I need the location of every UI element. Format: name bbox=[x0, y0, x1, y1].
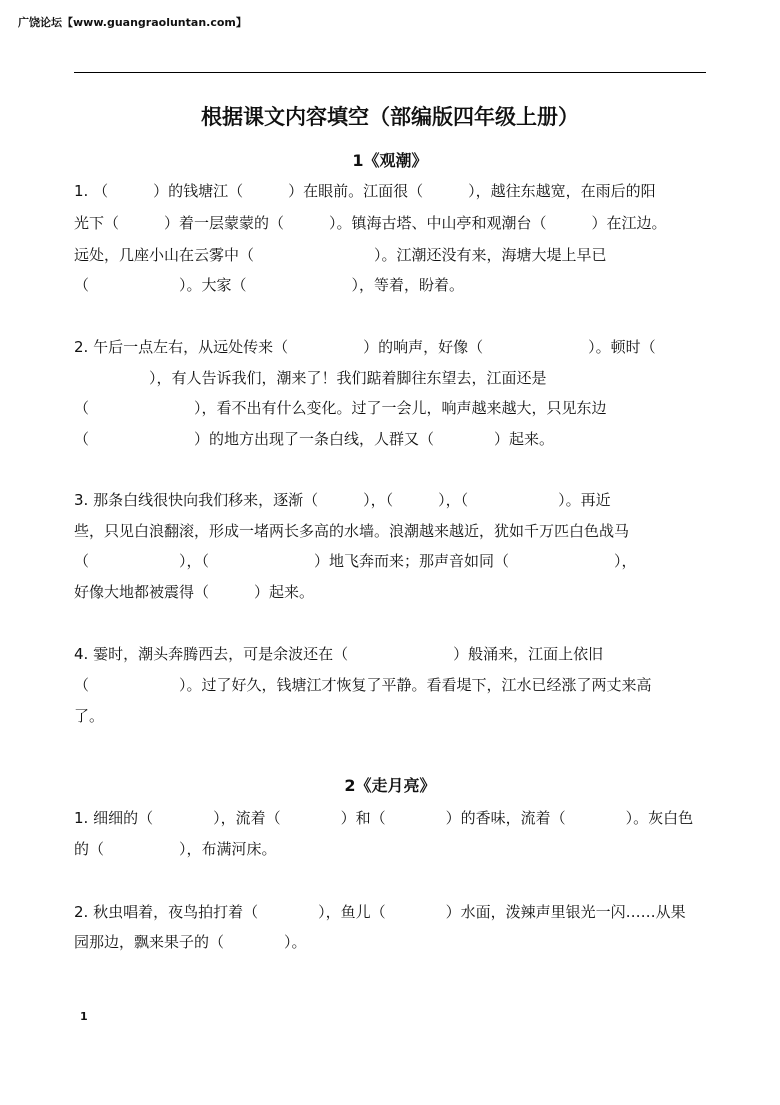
section-title-1: 1《观潮》 bbox=[352, 151, 428, 170]
page-number: 1 bbox=[80, 1010, 88, 1023]
section-title-2: 2《走月亮》 bbox=[344, 776, 436, 795]
question-line: 远处，几座小山在云雾中（ ）。江潮还没有来，海塘大堤上早已 bbox=[74, 246, 607, 264]
question-line: 2. 秋虫唱着，夜鸟拍打着（ ），鱼儿（ ）水面，泼辣声里银光一闪……从果 bbox=[74, 903, 686, 921]
question-line: （ ），看不出有什么变化。过了一会儿，响声越来越大，只见东边 bbox=[74, 399, 607, 417]
site-header: 广饶论坛【www.guangraoluntan.com】 bbox=[18, 16, 247, 29]
question-line: 3. 那条白线很快向我们移来，逐渐（ ），（ ），（ ）。再近 bbox=[74, 491, 611, 509]
question-line: 好像大地都被震得（ ）起来。 bbox=[74, 583, 315, 601]
question-line: 2. 午后一点左右，从远处传来（ ）的响声，好像（ ）。顿时（ bbox=[74, 338, 656, 356]
question-line: 4. 霎时，潮头奔腾西去，可是余波还在（ ）般涌来，江面上依旧 bbox=[74, 645, 604, 663]
question-line: 了。 bbox=[74, 707, 105, 725]
question-line: （ ）。大家（ ），等着，盼着。 bbox=[74, 276, 465, 294]
question-line: （ ）。过了好久，钱塘江才恢复了平静。看看堤下，江水已经涨了两丈来高 bbox=[74, 676, 652, 694]
question-line: 的（ ），布满河床。 bbox=[74, 840, 277, 858]
question-line: ），有人告诉我们，潮来了！我们踮着脚往东望去，江面还是 bbox=[74, 369, 547, 387]
question-line: 1. 细细的（ ），流着（ ）和（ ）的香味，流着（ ）。灰白色 bbox=[74, 809, 694, 827]
header-rule bbox=[74, 72, 706, 73]
question-line: 些，只见白浪翻滚，形成一堵两长多高的水墙。浪潮越来越近，犹如千万匹白色战马 bbox=[74, 522, 630, 540]
question-line: 光下（ ）着一层蒙蒙的（ ）。镇海古塔、中山亭和观潮台（ ）在江边。 bbox=[74, 214, 667, 232]
question-line: （ ）的地方出现了一条白线，人群又（ ）起来。 bbox=[74, 430, 555, 448]
question-line: （ ），（ ）地飞奔而来；那声音如同（ ）， bbox=[74, 552, 637, 570]
question-line: 园那边，飘来果子的（ ）。 bbox=[74, 933, 307, 951]
page-title: 根据课文内容填空（部编版四年级上册） bbox=[201, 105, 579, 129]
question-line: 1. （ ）的钱塘江（ ）在眼前。江面很（ ），越往东越宽，在雨后的阳 bbox=[74, 182, 656, 200]
